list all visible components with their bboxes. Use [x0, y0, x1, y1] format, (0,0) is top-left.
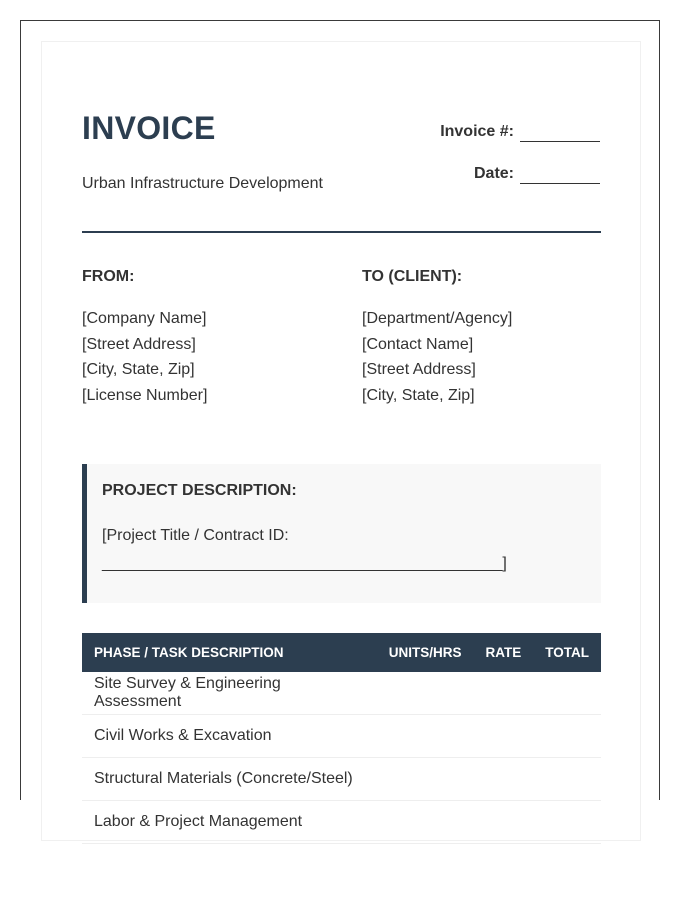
document-frame [20, 20, 660, 830]
date-label: Date: [473, 165, 514, 182]
to-line: [Department/Agency] [362, 310, 513, 327]
total-cell [533, 715, 601, 758]
table-row [82, 715, 601, 758]
from-section [82, 268, 207, 409]
invoice-title: INVOICE [82, 110, 216, 146]
from-line: [City, State, Zip] [82, 361, 195, 379]
col-header-units: UNITS/HRS [388, 645, 462, 660]
invoice-number-field [440, 122, 600, 142]
rate-cell [474, 801, 534, 844]
task-description: Civil Works & Excavation [82, 715, 377, 758]
table-row [82, 758, 601, 801]
from-line: [Company Name] [82, 310, 207, 327]
table-row [82, 801, 601, 844]
to-section [362, 268, 512, 409]
table-header-row [82, 633, 601, 672]
units-cell [377, 715, 474, 758]
rate-cell [474, 672, 534, 715]
col-header-total: TOTAL [545, 645, 589, 660]
from-line: [Street Address] [82, 335, 196, 353]
task-description: Site Survey & Engineering Assessment [82, 672, 377, 715]
total-cell [533, 801, 601, 844]
to-line: [Street Address] [362, 361, 476, 379]
project-description-box [82, 464, 601, 603]
project-title-line: [Project Title / Contract ID: [102, 527, 289, 544]
project-title-blank: _____________________________________________] [102, 555, 507, 572]
date-blank [520, 169, 600, 184]
units-cell [377, 801, 474, 844]
task-description: Labor & Project Management [82, 801, 377, 844]
project-heading: PROJECT DESCRIPTION: [102, 482, 297, 499]
invoice-number-label: Invoice #: [440, 123, 514, 140]
units-cell [377, 758, 474, 801]
col-header-description: PHASE / TASK DESCRIPTION [94, 645, 284, 660]
to-heading: TO (CLIENT): [362, 268, 463, 285]
rate-cell [474, 758, 534, 801]
to-line: [City, State, Zip] [362, 387, 475, 405]
from-line: [License Number] [82, 387, 208, 405]
rate-cell [474, 715, 534, 758]
company-name: Urban Infrastructure Development [82, 175, 323, 192]
line-items-table [82, 633, 601, 844]
invoice-number-blank [520, 127, 600, 142]
header-divider [82, 231, 601, 233]
units-cell [377, 672, 474, 715]
date-field [474, 164, 600, 184]
task-description: Structural Materials (Concrete/Steel) [82, 758, 377, 801]
col-header-rate: RATE [485, 645, 522, 660]
total-cell [533, 758, 601, 801]
total-cell [533, 672, 601, 715]
invoice-page [41, 41, 641, 841]
from-heading: FROM: [82, 268, 135, 285]
table-row [82, 672, 601, 715]
to-line: [Contact Name] [362, 335, 474, 353]
